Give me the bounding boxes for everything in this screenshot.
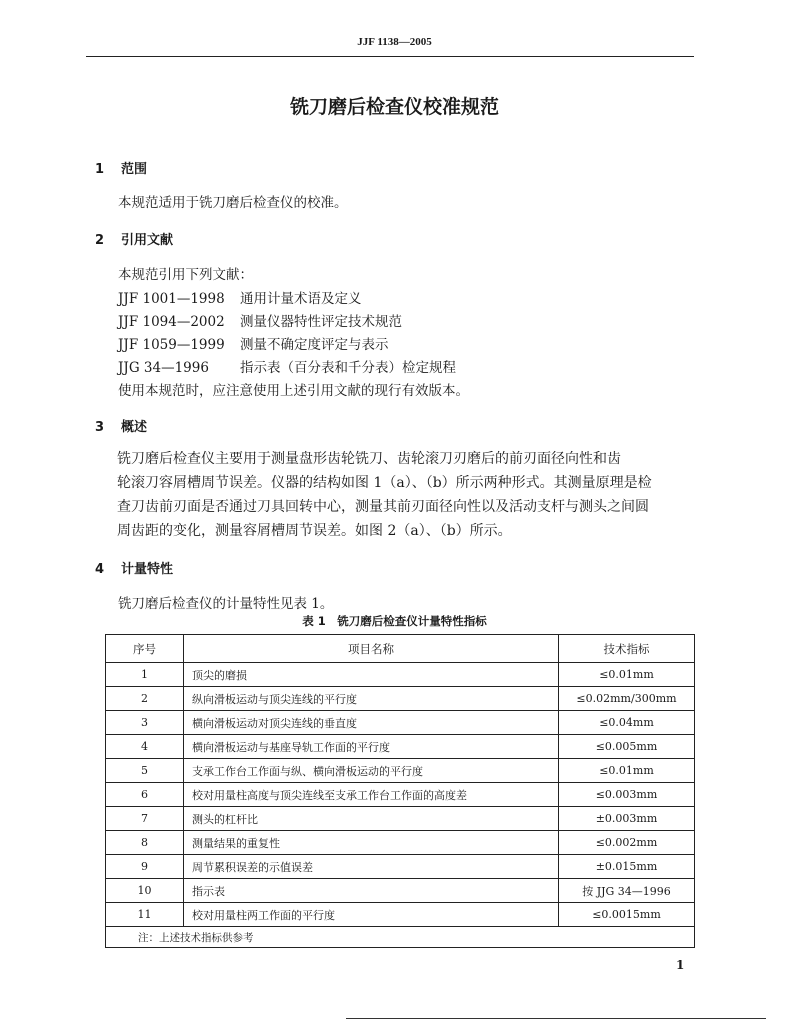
row-name: 测头的杠杆比 — [184, 807, 559, 830]
row-no: 8 — [106, 831, 184, 854]
row-value: ≤0.02mm/300mm — [576, 692, 677, 705]
row-no: 2 — [106, 687, 184, 710]
section-2-heading — [95, 229, 173, 248]
header-value: 技术指标 — [603, 641, 650, 656]
row-no: 4 — [106, 735, 184, 758]
reference-item — [118, 287, 362, 307]
row-name: 支承工作台工作面与纵、横向滑板运动的平行度 — [184, 759, 559, 782]
page-number: 1 — [676, 958, 685, 972]
running-header: JJF 1138—2005 — [357, 36, 432, 48]
table-row — [106, 735, 694, 759]
table-row — [106, 759, 694, 783]
row-name: 横向滑板运动与基座导轨工作面的平行度 — [184, 735, 559, 758]
table-row — [106, 783, 694, 807]
reference-code: JJF 1001—1998 — [118, 291, 225, 307]
row-name: 测量结果的重复性 — [184, 831, 559, 854]
document-title: 铣刀磨后检查仪校准规范 — [289, 96, 499, 118]
table-row — [106, 663, 694, 687]
row-name: 纵向滑板运动与顶尖连线的平行度 — [184, 687, 559, 710]
table-row — [106, 807, 694, 831]
row-name: 横向滑板运动对顶尖连线的垂直度 — [184, 711, 559, 734]
section-number: 1 — [95, 162, 105, 177]
section-title: 范围 — [121, 162, 148, 177]
section-title: 引用文献 — [121, 233, 174, 248]
row-name: 顶尖的磨损 — [184, 663, 559, 686]
table-note: 注：上述技术指标供参考 — [138, 931, 254, 944]
row-name: 校对用量柱两工作面的平行度 — [184, 903, 559, 926]
table-title: 表 1 铣刀磨后检查仪计量特性指标 — [302, 614, 487, 628]
reference-code: JJF 1094—2002 — [118, 314, 225, 330]
header-divider — [86, 56, 694, 57]
references-intro: 本规范引用下列文献： — [118, 267, 253, 283]
reference-code: JJF 1059—1999 — [118, 337, 225, 353]
row-no: 3 — [106, 711, 184, 734]
row-value: ±0.003mm — [595, 812, 658, 825]
reference-name: 测量不确定度评定与表示 — [240, 337, 389, 353]
references-closing: 使用本规范时，应注意使用上述引用文献的现行有效版本。 — [118, 383, 469, 399]
section-1-heading — [95, 158, 147, 177]
row-value: ≤0.01mm — [599, 668, 654, 681]
overview-line: 查刀齿前刃面是否通过刀具回转中心，测量其前刃面径向性以及活动支杆与测头之间圆 — [117, 499, 649, 515]
section-title: 概述 — [121, 420, 148, 435]
table-row — [106, 855, 694, 879]
reference-code: JJG 34—1996 — [118, 360, 209, 376]
table-row — [106, 903, 694, 927]
section-number: 4 — [95, 562, 105, 577]
header-name: 项目名称 — [184, 635, 559, 662]
reference-item — [118, 310, 402, 330]
section-4-text: 铣刀磨后检查仪的计量特性见表 1。 — [118, 596, 334, 612]
reference-name: 通用计量术语及定义 — [240, 291, 362, 307]
row-no: 9 — [106, 855, 184, 878]
row-value: ≤0.003mm — [595, 788, 658, 801]
row-name: 校对用量柱高度与顶尖连线至支承工作台工作面的高度差 — [184, 783, 559, 806]
row-no: 6 — [106, 783, 184, 806]
row-value: ≤0.04mm — [599, 716, 654, 729]
row-name: 周节累积误差的示值误差 — [184, 855, 559, 878]
overview-line: 铣刀磨后检查仪主要用于测量盘形齿轮铣刀、齿轮滚刀刃磨后的前刃面径向性和齿 — [117, 451, 621, 467]
row-no: 5 — [106, 759, 184, 782]
row-value: ≤0.005mm — [595, 740, 658, 753]
table-row — [106, 687, 694, 711]
row-no: 1 — [106, 663, 184, 686]
row-no: 11 — [106, 903, 184, 926]
reference-item — [118, 356, 456, 376]
spec-table — [105, 634, 695, 948]
section-1-text: 本规范适用于铣刀磨后检查仪的校准。 — [118, 195, 348, 211]
row-no: 10 — [106, 879, 184, 902]
footer-rule — [346, 1018, 766, 1019]
table-row — [106, 879, 694, 903]
section-title: 计量特性 — [121, 562, 174, 577]
row-value: ≤0.01mm — [599, 764, 654, 777]
section-4-heading — [95, 558, 173, 577]
reference-name: 测量仪器特性评定技术规范 — [240, 314, 402, 330]
overview-line: 轮滚刀容屑槽周节误差。仪器的结构如图 1（a）、（b）所示两种形式。其测量原理是检 — [117, 475, 652, 491]
row-name: 指示表 — [184, 879, 559, 902]
reference-name: 指示表（百分表和千分表）检定规程 — [240, 360, 456, 376]
reference-item — [118, 333, 389, 353]
section-3-heading — [95, 416, 147, 435]
section-number: 3 — [95, 420, 105, 435]
header-no: 序号 — [106, 635, 184, 662]
row-value: ±0.015mm — [595, 860, 658, 873]
section-number: 2 — [95, 233, 105, 248]
overview-line: 周齿距的变化，测量容屑槽周节误差。如图 2（a）、（b）所示。 — [117, 523, 512, 539]
table-row — [106, 831, 694, 855]
row-value: 按 JJG 34—1996 — [582, 884, 671, 898]
table-header-row — [106, 635, 694, 663]
table-row — [106, 711, 694, 735]
row-value: ≤0.0015mm — [592, 908, 661, 921]
row-no: 7 — [106, 807, 184, 830]
row-value: ≤0.002mm — [595, 836, 658, 849]
